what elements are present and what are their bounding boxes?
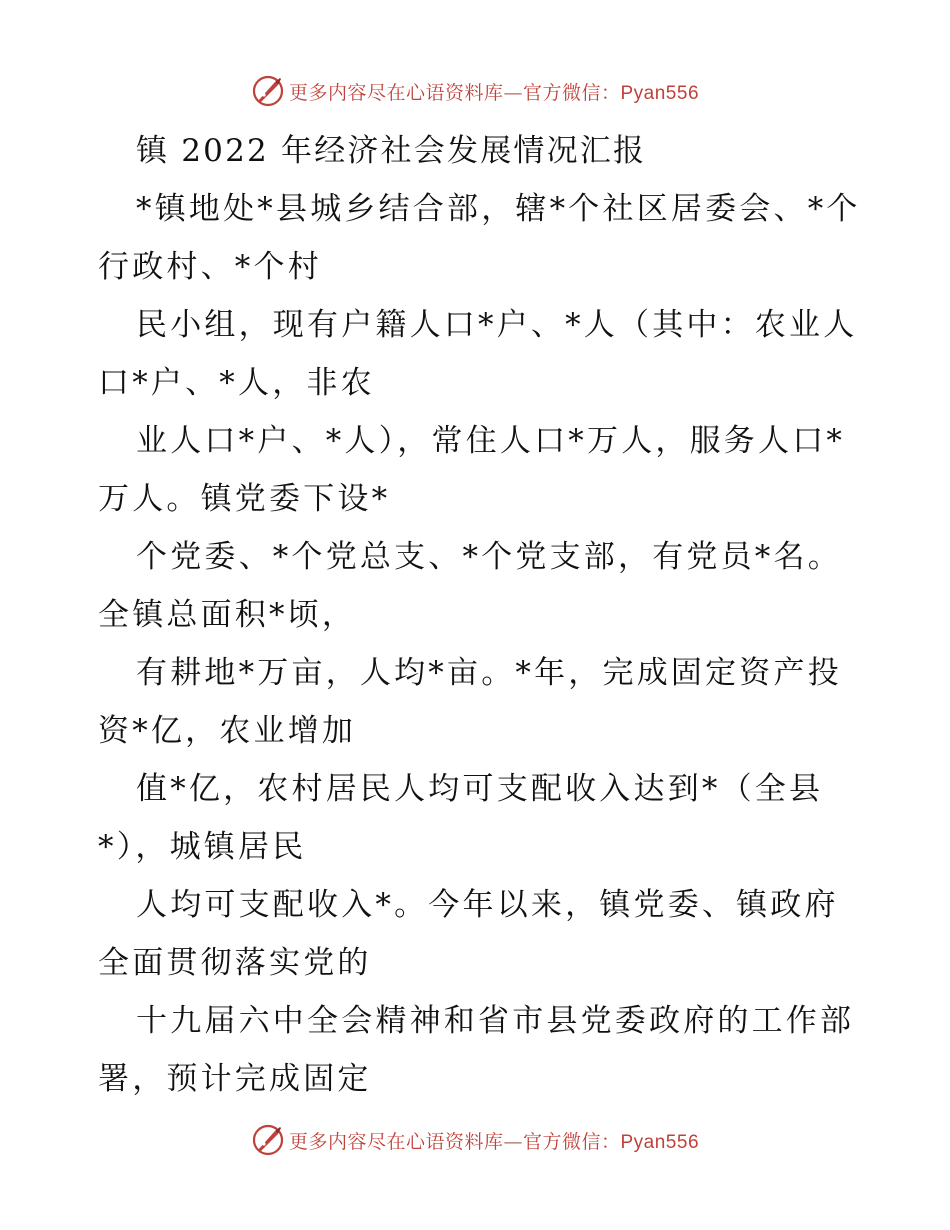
document-body xyxy=(98,122,861,1108)
watermark-separator: — xyxy=(503,1130,523,1153)
paragraph-line: 值*亿，农村居民人均可支配收入达到*（全县 xyxy=(136,771,824,807)
paragraph-line: *），城镇居民 xyxy=(98,829,307,865)
paragraph-line: 全面贯彻落实党的 xyxy=(98,945,372,981)
watermark-brand-text: 更多内容尽在心语资料库 xyxy=(288,1130,504,1153)
paragraph-line: 十九届六中全会精神和省市县党委政府的工作部 xyxy=(136,1003,855,1039)
document-title: 镇 2022 年经济社会发展情况汇报 xyxy=(136,133,647,169)
watermark-wechat-id: Pyan556 xyxy=(620,1131,700,1153)
paragraph-line: 有耕地*万亩，人均*亩。*年，完成固定资产投 xyxy=(136,655,842,691)
paragraph-line: 个党委、*个党总支、*个党支部，有党员*名。 xyxy=(136,539,842,575)
paragraph-line: 资*亿，农业增加 xyxy=(98,713,357,749)
paragraph-line: 口*户、*人，非农 xyxy=(98,365,375,401)
watermark-official-text: 官方微信： xyxy=(522,1130,621,1153)
paragraph-line: 行政村、*个村 xyxy=(98,249,322,285)
quill-pen-logo-icon xyxy=(251,74,285,108)
paragraph-line: 万人。镇党委下设* xyxy=(98,481,391,517)
footer-watermark xyxy=(0,1120,950,1160)
watermark-wechat-id: Pyan556 xyxy=(620,82,700,104)
paragraph-line: *镇地处*县城乡结合部，辖*个社区居委会、*个 xyxy=(136,191,861,227)
paragraph-line: 署，预计完成固定 xyxy=(98,1061,372,1097)
watermark-brand-text: 更多内容尽在心语资料库 xyxy=(288,81,504,104)
header-watermark xyxy=(0,71,950,111)
quill-pen-logo-icon xyxy=(251,1123,285,1157)
watermark-separator: — xyxy=(503,81,523,104)
watermark-official-text: 官方微信： xyxy=(522,81,621,104)
paragraph-line: 业人口*户、*人），常住人口*万人，服务人口* xyxy=(136,423,846,459)
paragraph-line: 全镇总面积*顷， xyxy=(98,597,357,633)
paragraph-line: 人均可支配收入*。今年以来，镇党委、镇政府 xyxy=(136,887,839,923)
paragraph-line: 民小组，现有户籍人口*户、*人（其中：农业人 xyxy=(136,307,858,343)
